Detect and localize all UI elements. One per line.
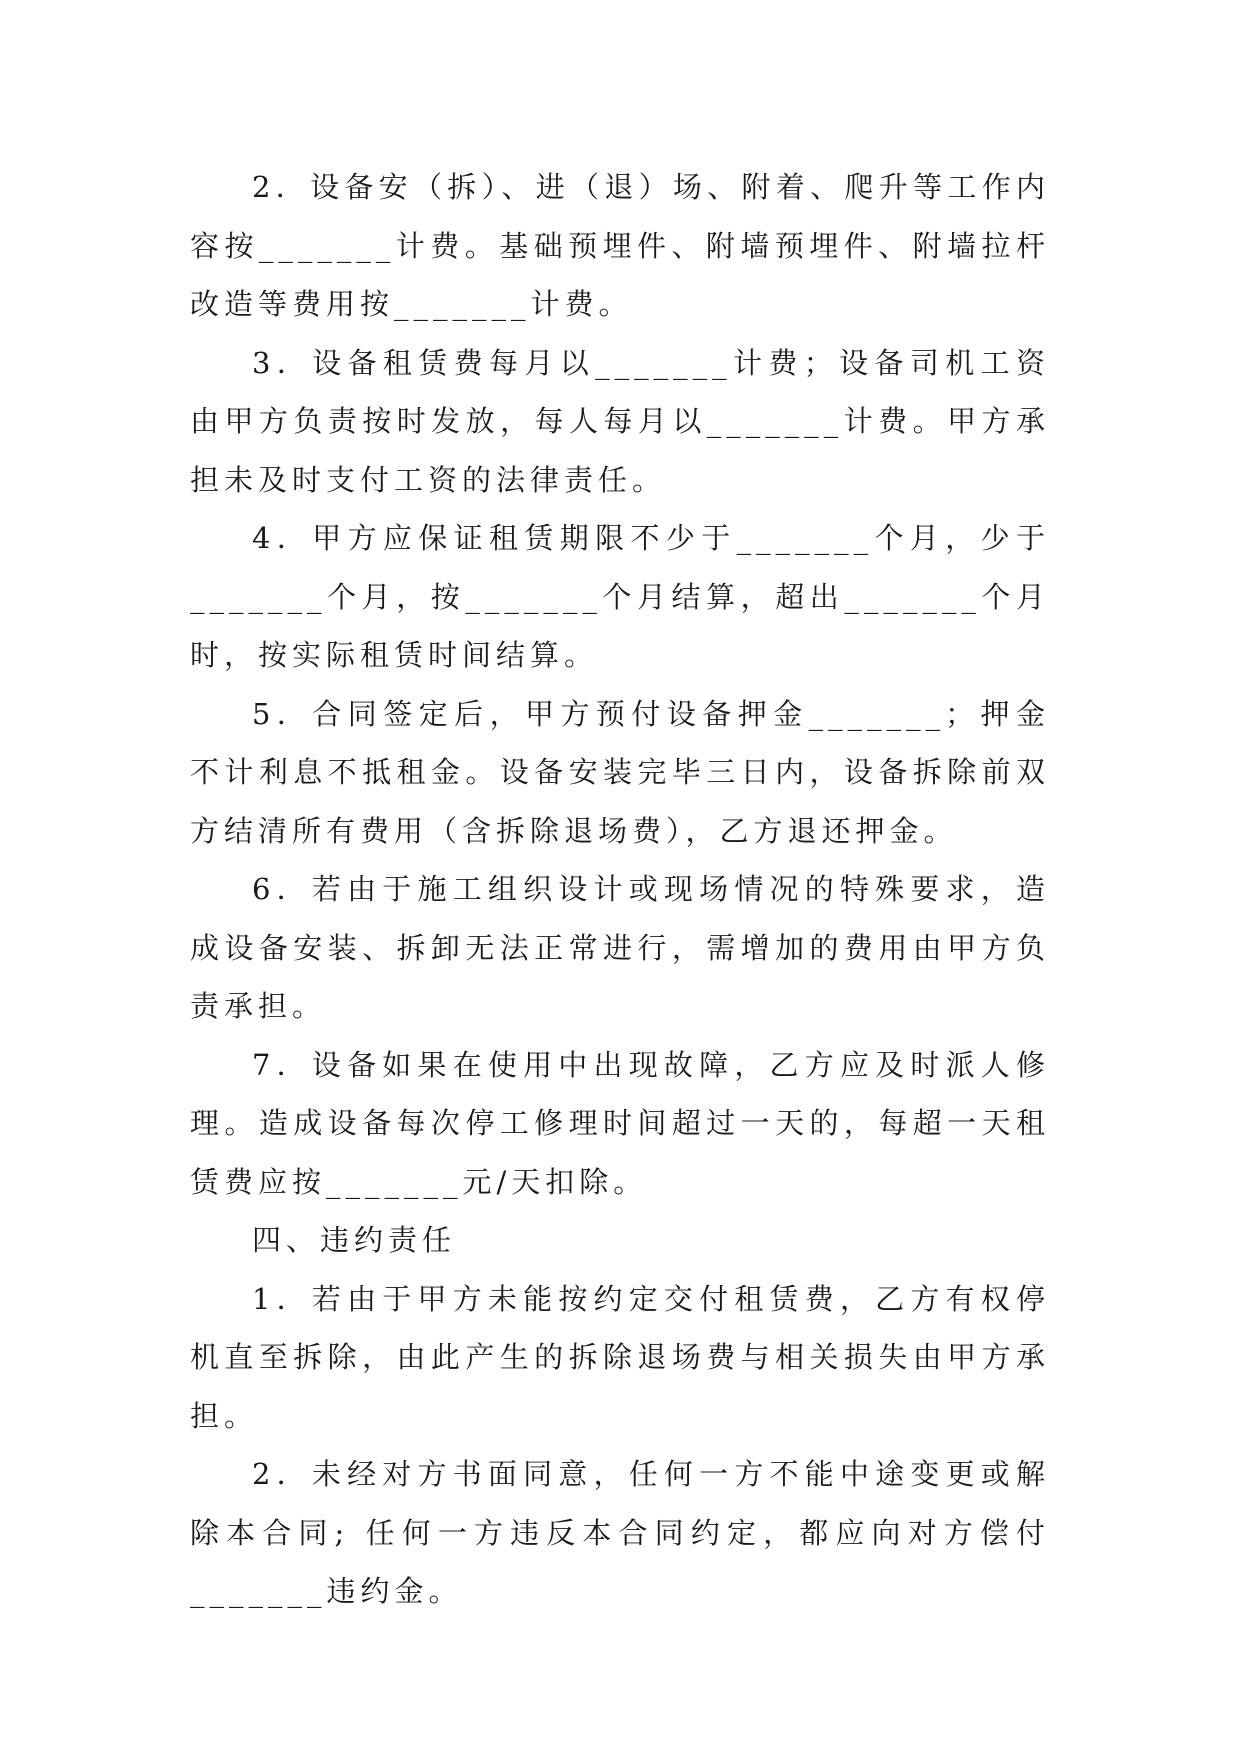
- clause-2-fee-basis: 2．设备安（拆）、进（退）场、附着、爬升等工作内容按_______计费。基础预埋件、附墙预埋件、附墙拉杆改造等费用按_______计费。: [190, 170, 1050, 321]
- clause-5-deposit: 5．合同签定后，甲方预付设备押金_______；押金不计利息不抵租金。设备安装完毕三日内，设备拆除前双方结清所有费用（含拆除退场费），乙方退还押金。: [190, 696, 1050, 848]
- breach-clause-1: 1．若由于甲方未能按约定交付租赁费，乙方有权停机直至拆除，由此产生的拆除退场费与相关损失由甲方承担。: [190, 1281, 1050, 1433]
- clause-6-special-requirements: 6．若由于施工组织设计或现场情况的特殊要求，造成设备安装、拆卸无法正常进行，需增加的费用由甲方负责承担。: [190, 872, 1050, 1023]
- clause-7-equipment-failure: 7．设备如果在使用中出现故障，乙方应及时派人修理。造成设备每次停工修理时间超过一天的，每超一天租赁费应按_______元/天扣除。: [190, 1047, 1050, 1199]
- breach-clause-2: 2．未经对方书面同意，任何一方不能中途变更或解除本合同; 任何一方违反本合同约定，都应向对方偿付_______违约金。: [190, 1457, 1050, 1608]
- section-heading-breach-liability: 四、违约责任: [252, 1223, 457, 1257]
- document-body: [190, 158, 1050, 1621]
- clause-3-rental-fee: 3．设备租赁费每月以_______计费；设备司机工资由甲方负责按时发放，每人每月以_______计费。甲方承担未及时支付工资的法律责任。: [190, 345, 1050, 497]
- clause-4-rental-period: 4．甲方应保证租赁期限不少于_______个月，少于_______个月，按_______个月结算，超出_______个月时，按实际租赁时间结算。: [190, 521, 1050, 672]
